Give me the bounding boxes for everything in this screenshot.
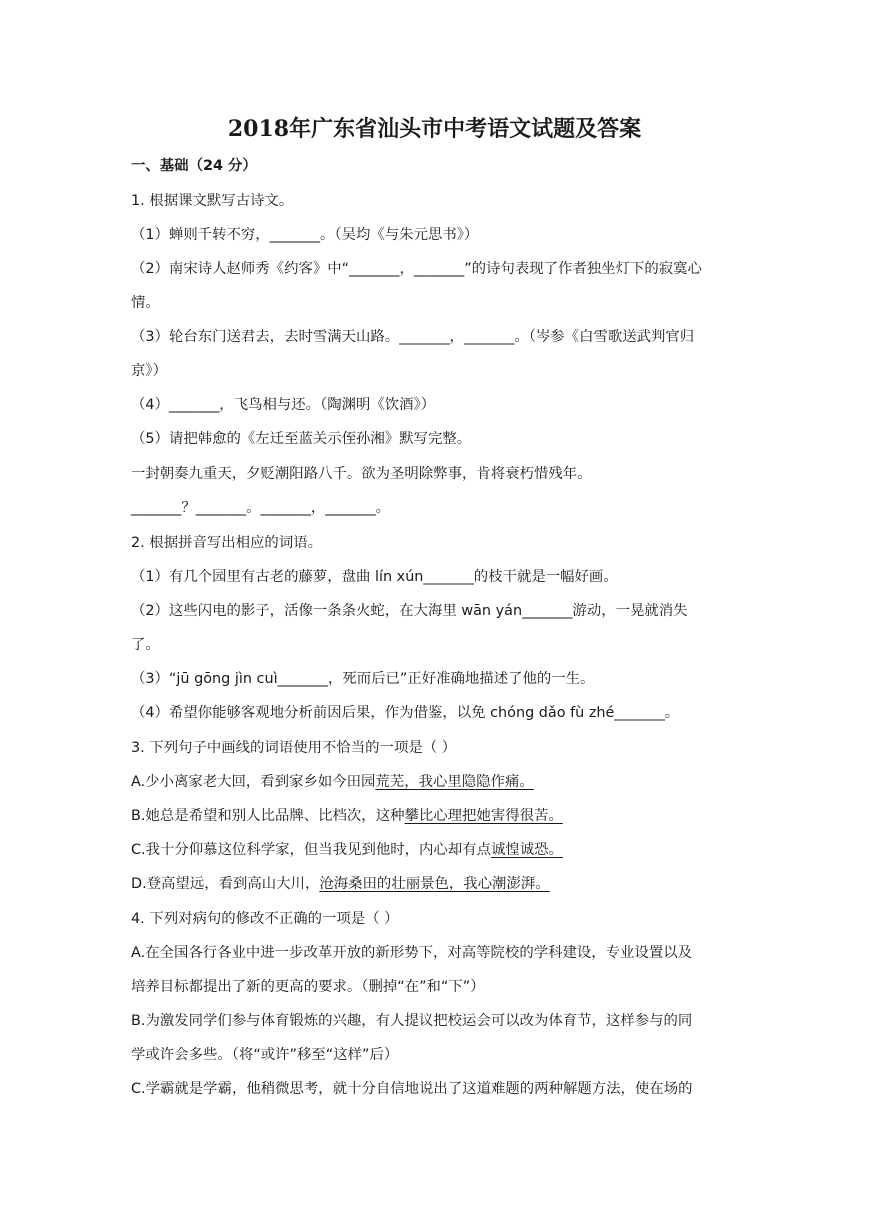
option-text: A.少小离家老大回，看到家乡如今田园 bbox=[131, 774, 376, 790]
question-3-option-c bbox=[131, 838, 731, 862]
question-1-item-3: （3）轮台东门送君去，去时雪满天山路。_______，_______。（岑参《白雪歌送武判官归 bbox=[131, 329, 695, 345]
option-text: D.登高望远，看到高山大川， bbox=[131, 876, 320, 892]
underlined-phrase: 荒芜，我心里隐隐作痛。 bbox=[375, 774, 534, 790]
question-3-option-b bbox=[131, 804, 731, 828]
question-1-item-2-cont: 情。 bbox=[131, 295, 160, 311]
question-4-option-b-cont: 学或许会多些。（将“或许”移至“这样”后） bbox=[131, 1047, 399, 1063]
question-1-item-4: （4）_______，飞鸟相与还。（陶渊明《饮酒》） bbox=[131, 397, 436, 413]
underlined-phrase: 沧海桑田的壮丽景色，我心潮澎湃。 bbox=[319, 876, 550, 892]
question-2-stem: 2. 根据拼音写出相应的词语。 bbox=[131, 535, 322, 551]
question-1-item-2: （2）南宋诗人赵师秀《约客》中“_______，_______”的诗句表现了作者独坐灯下的寂寞心 bbox=[131, 261, 702, 277]
question-3-stem: 3. 下列句子中画线的词语使用不恰当的一项是（ ） bbox=[131, 740, 457, 756]
question-2-item-2: （2）这些闪电的影子，活像一条条火蛇，在大海里 wān yán_______游动，一晃就消失 bbox=[131, 603, 688, 619]
section-heading: 一、基础（24 分） bbox=[131, 158, 257, 174]
question-4-stem: 4. 下列对病句的修改不正确的一项是（ ） bbox=[131, 911, 399, 927]
underlined-phrase: 诚惶诚恐。 bbox=[491, 842, 563, 858]
question-1-item-3-cont: 京》） bbox=[131, 363, 167, 379]
question-1-stem: 1. 根据课文默写古诗文。 bbox=[131, 193, 294, 209]
question-1-item-5: （5）请把韩愈的《左迁至蓝关示侄孙湘》默写完整。 bbox=[131, 431, 472, 447]
question-2-item-1: （1）有几个园里有古老的藤萝，盘曲 lín xún_______的枝干就是一幅好画。 bbox=[131, 569, 618, 585]
option-text: C.我十分仰慕这位科学家，但当我见到他时，内心却有点 bbox=[131, 842, 491, 858]
question-4-option-a: A.在全国各行各业中进一步改革开放的新形势下，对高等院校的学科建设，专业设置以及 bbox=[131, 945, 693, 961]
question-4-option-c: C.学霸就是学霸，他稍微思考，就十分自信地说出了这道难题的两种解题方法，使在场的 bbox=[131, 1081, 693, 1097]
question-2-item-2-cont: 了。 bbox=[131, 637, 160, 653]
document-title: 2018年广东省汕头市中考语文试题及答案 bbox=[227, 116, 642, 142]
question-1-item-1: （1）蝉则千转不穷，_______。（吴均《与朱元思书》） bbox=[131, 227, 479, 243]
question-1-poem: 一封朝奏九重天，夕贬潮阳路八千。欲为圣明除弊事，肯将衰朽惜残年。 bbox=[131, 466, 592, 482]
question-3-option-d bbox=[131, 872, 731, 896]
question-2-item-3: （3）“jū gōng jìn cuì_______，死而后已”正好准确地描述了他的一生。 bbox=[131, 671, 595, 687]
option-text: B.她总是希望和别人比品牌、比档次，这种 bbox=[131, 808, 405, 824]
question-1-blanks: _______？_______。_______，_______。 bbox=[131, 500, 391, 516]
question-2-item-4: （4）希望你能够客观地分析前因后果，作为借鉴，以免 chóng dǎo fù zhé_______。 bbox=[131, 705, 680, 721]
underlined-phrase: 攀比心理把她害得很苦。 bbox=[404, 808, 563, 824]
question-4-option-b: B.为激发同学们参与体育锻炼的兴趣，有人提议把校运会可以改为体育节，这样参与的同 bbox=[131, 1013, 693, 1029]
question-3-option-a bbox=[131, 770, 731, 794]
question-4-option-a-cont: 培养目标都提出了新的更高的要求。（删掉“在”和“下”） bbox=[131, 979, 485, 995]
